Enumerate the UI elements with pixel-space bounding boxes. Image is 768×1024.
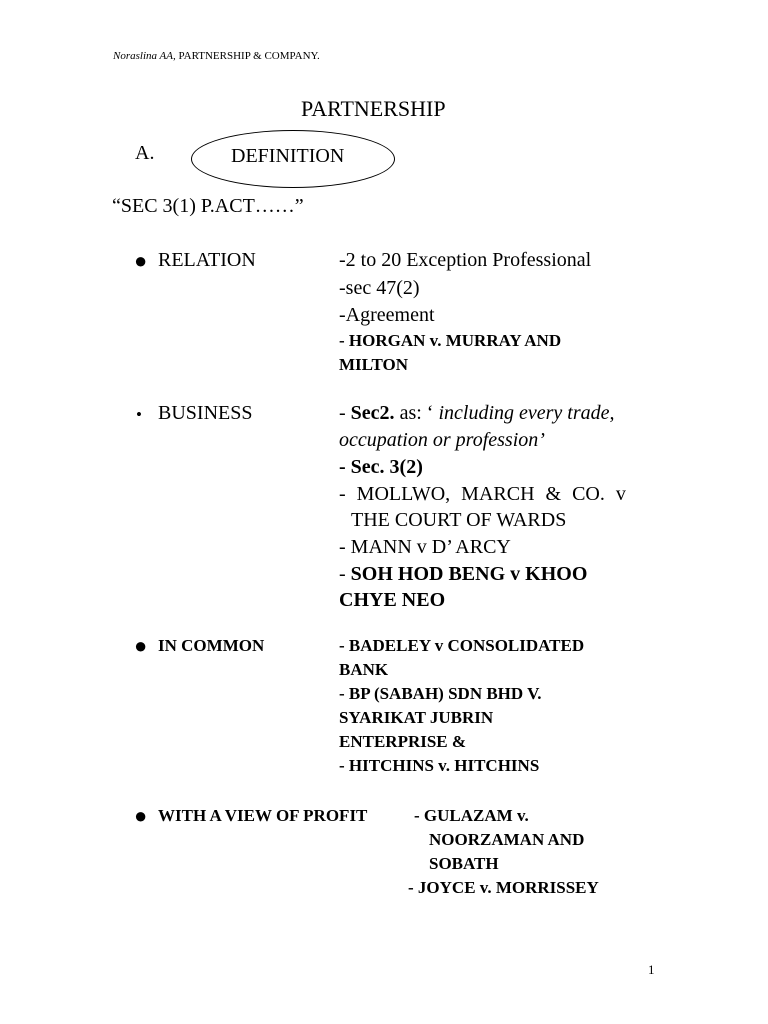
business-case: THE COURT OF WARDS xyxy=(351,509,567,531)
business-case: CHYE NEO xyxy=(339,589,446,611)
in-common-case: SYARIKAT JUBRIN xyxy=(339,708,494,727)
section-letter: A. xyxy=(135,142,155,164)
relation-line: -sec 47(2) xyxy=(339,277,420,299)
item-label-business: BUSINESS xyxy=(158,402,253,424)
relation-line: -2 to 20 Exception Professional xyxy=(339,249,592,271)
profit-case: SOBATH xyxy=(429,854,499,873)
item-label-relation: RELATION xyxy=(158,249,256,271)
bullet-in-common: ● xyxy=(134,633,148,658)
in-common-case: BANK xyxy=(339,660,389,679)
running-header xyxy=(113,50,320,62)
business-line: - Sec. 3(2) xyxy=(339,456,423,478)
profit-case: NOORZAMAN AND xyxy=(429,830,585,849)
relation-case: MILTON xyxy=(339,355,408,374)
in-common-case: - BADELEY v CONSOLIDATED xyxy=(339,636,585,655)
header-subject: PARTNERSHIP & COMPANY. xyxy=(175,50,320,62)
relation-case: - HORGAN v. MURRAY AND xyxy=(339,331,562,350)
bullet-view-of-profit: ● xyxy=(134,803,148,828)
business-line: occupation or profession’ xyxy=(339,429,545,451)
in-common-case: - HITCHINS v. HITCHINS xyxy=(339,756,540,775)
item-label-in-common: IN COMMON xyxy=(158,636,265,655)
in-common-case: ENTERPRISE & xyxy=(339,732,467,751)
business-case: - MANN v D’ ARCY xyxy=(339,536,511,558)
statute-reference: “SEC 3(1) P.ACT……” xyxy=(112,195,304,217)
business-case: - MOLLWO, MARCH & CO. v xyxy=(339,483,626,505)
business-line-sec2: - Sec2. as: ‘ including every trade, xyxy=(339,402,615,424)
bullet-relation: ● xyxy=(134,248,148,273)
bullet-business: • xyxy=(136,405,142,424)
profit-case: - JOYCE v. MORRISSEY xyxy=(408,878,599,897)
business-case: - SOH HOD BENG v KHOO xyxy=(339,563,588,585)
page-title: PARTNERSHIP xyxy=(301,96,446,121)
profit-case: - GULAZAM v. xyxy=(414,806,529,825)
in-common-case: - BP (SABAH) SDN BHD V. xyxy=(339,684,542,703)
item-label-view-of-profit: WITH A VIEW OF PROFIT xyxy=(158,806,368,825)
header-author: Noraslina AA, xyxy=(113,50,176,62)
relation-line: -Agreement xyxy=(339,304,435,326)
section-heading: DEFINITION xyxy=(231,145,345,167)
page-number: 1 xyxy=(648,962,655,977)
